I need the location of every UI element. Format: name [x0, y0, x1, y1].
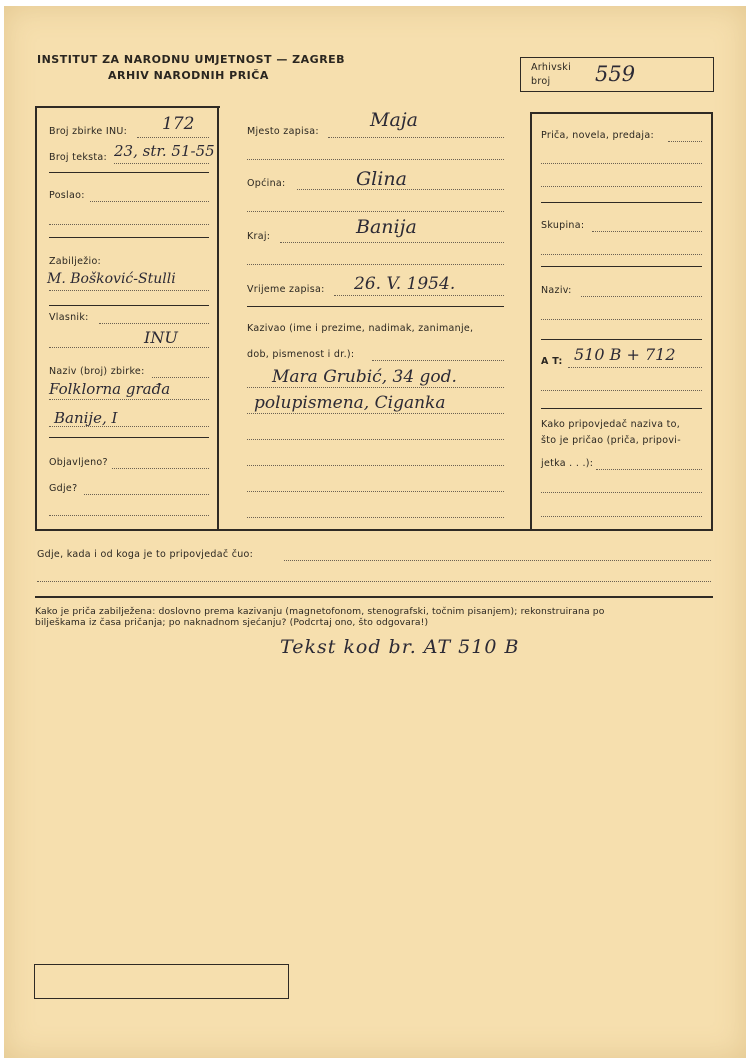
place-label: Mjesto zapisa: [247, 126, 319, 137]
teller-label-line3: jetka . . .): [541, 458, 594, 469]
archive-title: ARHIV NARODNIH PRIČA [108, 69, 269, 82]
municipality-label: Općina: [247, 178, 286, 189]
owner-label: Vlasnik: [49, 312, 89, 323]
published-label: Objavljeno? [49, 457, 108, 468]
at-label: A T: [541, 356, 563, 367]
recorded-by-value: M. Bošković-Stulli [47, 271, 176, 287]
collection-no-value: 172 [162, 114, 195, 134]
method-line1: Kako je priča zabilježena: doslovno prema kazivanju (magnetofonom, stenografski, točnim pisanjem); rekonstruirana po [35, 606, 605, 617]
archive-label-line2: broj [531, 76, 551, 87]
institute-title: INSTITUT ZA NARODNU UMJETNOST — ZAGREB [37, 53, 346, 66]
collection-name-line2: Banije, I [54, 409, 118, 427]
bottom-empty-box [34, 964, 289, 999]
frame-divider-1 [217, 106, 219, 530]
archive-number-box [520, 57, 714, 92]
collection-name-label: Naziv (broj) zbirke: [49, 366, 145, 377]
narrator-label-line2: dob, pismenost i dr.): [247, 349, 355, 360]
archive-number-value: 559 [595, 62, 636, 86]
narrator-line2: polupismena, Ciganka [254, 393, 446, 413]
narrator-label-line1: Kazivao (ime i prezime, nadimak, zanimanje, [247, 323, 474, 334]
frame-left [35, 106, 37, 530]
text-no-label: Broj teksta: [49, 152, 108, 163]
frame-right-top [530, 112, 712, 114]
municipality-value: Glina [356, 168, 407, 190]
handwritten-note: Tekst kod br. AT 510 B [280, 636, 520, 658]
genre-label: Priča, novela, predaja: [541, 130, 654, 141]
teller-label-line2: što je pričao (priča, pripovi- [541, 435, 681, 446]
place-value: Maja [370, 109, 419, 131]
form-sheet [4, 6, 746, 1058]
date-value: 26. V. 1954. [354, 274, 456, 294]
archive-label-line1: Arhivski [531, 62, 572, 73]
narrator-line1: Mara Grubić, 34 god. [272, 367, 457, 387]
teller-label-line1: Kako pripovjedač naziva to, [541, 419, 681, 430]
frame-bottom [35, 529, 713, 531]
section-divider [35, 596, 713, 598]
date-label: Vrijeme zapisa: [247, 284, 325, 295]
frame-right [711, 112, 713, 530]
group-label: Skupina: [541, 220, 585, 231]
frame-divider-2 [530, 112, 532, 530]
title-label: Naziv: [541, 285, 572, 296]
sent-label: Poslao: [49, 190, 85, 201]
text-no-value: 23, str. 51-55 [114, 142, 215, 160]
recorded-by-label: Zabilježio: [49, 256, 102, 267]
where-label: Gdje? [49, 483, 78, 494]
collection-no-label: Broj zbirke INU: [49, 126, 128, 137]
region-label: Kraj: [247, 231, 271, 242]
frame-left-top [35, 106, 220, 108]
at-value: 510 B + 712 [574, 345, 676, 364]
region-value: Banija [356, 216, 417, 238]
collection-name-line1: Folklorna građa [49, 380, 171, 398]
source-question: Gdje, kada i od koga je to pripovjedač čuo: [37, 549, 254, 560]
owner-value: INU [144, 328, 178, 347]
method-line2: bilješkama iz časa pričanja; po naknadnom sjećanju? (Podcrtaj ono, što odgovara!) [35, 617, 429, 628]
